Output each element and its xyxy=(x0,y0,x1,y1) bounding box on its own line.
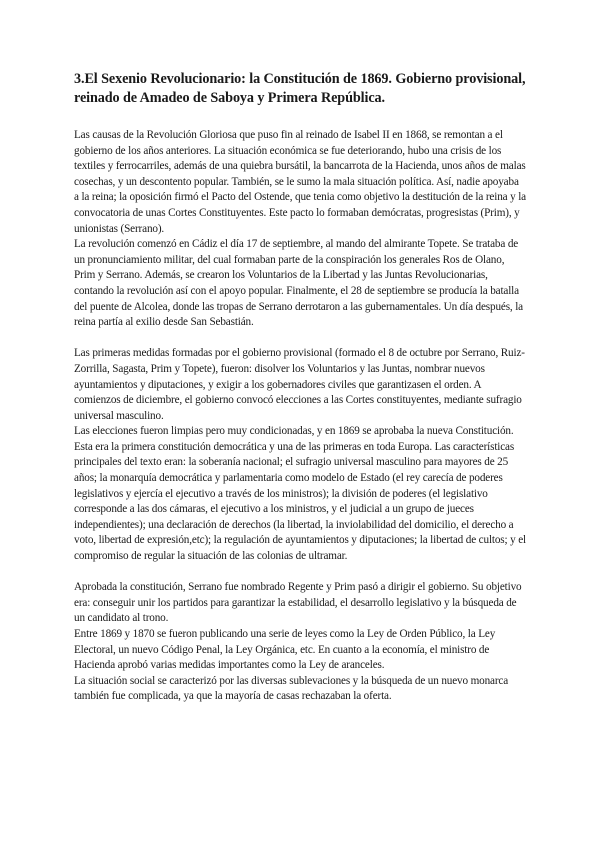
paragraph-regency: Aprobada la constitución, Serrano fue nombrado Regente y Prim pasó a dirigir el gobierno. Su objetivo era: conseguir unir los partidos para garantizar la estabilidad, el desarrollo legislativo y la búsqueda de un candidato al trono. xyxy=(74,581,522,625)
paragraph-constitution-1869: Las elecciones fueron limpias pero muy condicionadas, y en 1869 se aprobaba la nueva Constitución. Esta era la primera constitución democrática y una de las primeras en toda Europa. Las características principales del texto eran: la soberanía nacional; el sufragio universal masculino para mayores de 25 años; la monarquía democrática y parlamentaria como modelo de Estado (el rey carecía de poderes legislativos y ejercía el ejecutivo a través de los ministros); la división de poderes (el legislativo corresponde a las dos cámaras, el ejecutivo a los ministros, y el judicial a un grupo de jueces independientes); una declaración de derechos (la libertad, la inviolabilidad del domicilio, el derecho a voto, libertad de expresión,etc); la regulación de ayuntamientos y diputaciones; la libertad de cultos; y el compromiso de regular la situación de las colonias de ultramar. xyxy=(74,425,526,563)
paragraph-provisional-government: Las primeras medidas formadas por el gobierno provisional (formado el 8 de octubre por Serrano, Ruiz-Zorrilla, Sagasta, Prim y Topete), fueron: disolver los Voluntarios y las Juntas, nombrar nuevos ayuntamientos y diputaciones, y exigir a los gobernadores civiles que garantizasen el orden. A comienzos de diciembre, el gobierno convocó elecciones a las Cortes constituyentes, mediante sufragio universal masculino. xyxy=(74,347,525,422)
paragraph-revolution: La revolución comenzó en Cádiz el día 17 de septiembre, al mando del almirante Topete. Se trataba de un pronunciamiento militar, del cual formaban parte de la conspiración los generales Ros de Olano, Prim y Serrano. Además, se crearon los Voluntarios de la Libertad y las Juntas Revolucionarias, contando la revolución así con el apoyo popular. Finalmente, el 28 de septiembre se producía la batalla del puente de Alcolea, donde las tropas de Serrano derrotaron a las gubernamentales. Un día después, la reina partía al exilio desde San Sebastián. xyxy=(74,238,523,329)
paragraph-laws: Entre 1869 y 1870 se fueron publicando una serie de leyes como la Ley de Orden Público, la Ley Electoral, un nuevo Código Penal, la Ley Orgánica, etc. En cuanto a la economía, el ministro de Hacienda aprobó varias medidas importantes como la Ley de aranceles. xyxy=(74,628,496,672)
paragraph-gap xyxy=(74,331,526,347)
paragraph-social-situation: La situación social se caracterizó por las diversas sublevaciones y la búsqueda de un nuevo monarca también fue complicada, ya que la mayoría de casas rechazaban la oferta. xyxy=(74,674,509,703)
paragraph-gap xyxy=(74,565,526,581)
document-title: 3.El Sexenio Revolucionario: la Constitución de 1869. Gobierno provisional, reinado de Amadeo de Saboya y Primera República. xyxy=(74,71,526,106)
paragraph-causes: Las causas de la Revolución Gloriosa que puso fin al reinado de Isabel II en 1868, se remontan a el gobierno de los años anteriores. La situación económica se fue deteriorando, hubo una crisis de los textiles y ferrocarriles, además de una quiebra bursátil, la bancarrota de la Hacienda, unos años de malas cosechas, y un descontento popular. También, se le sumo la mala situación política. Así, nadie apoyaba a la reina; la oposición firmó el Pacto del Ostende, que tenia como objetivo la destitución de la reina y la convocatoria de unas Cortes Constituyentes. Este pacto lo formaban demócratas, progresistas (Prim), y unionistas (Serrano). xyxy=(74,129,526,235)
